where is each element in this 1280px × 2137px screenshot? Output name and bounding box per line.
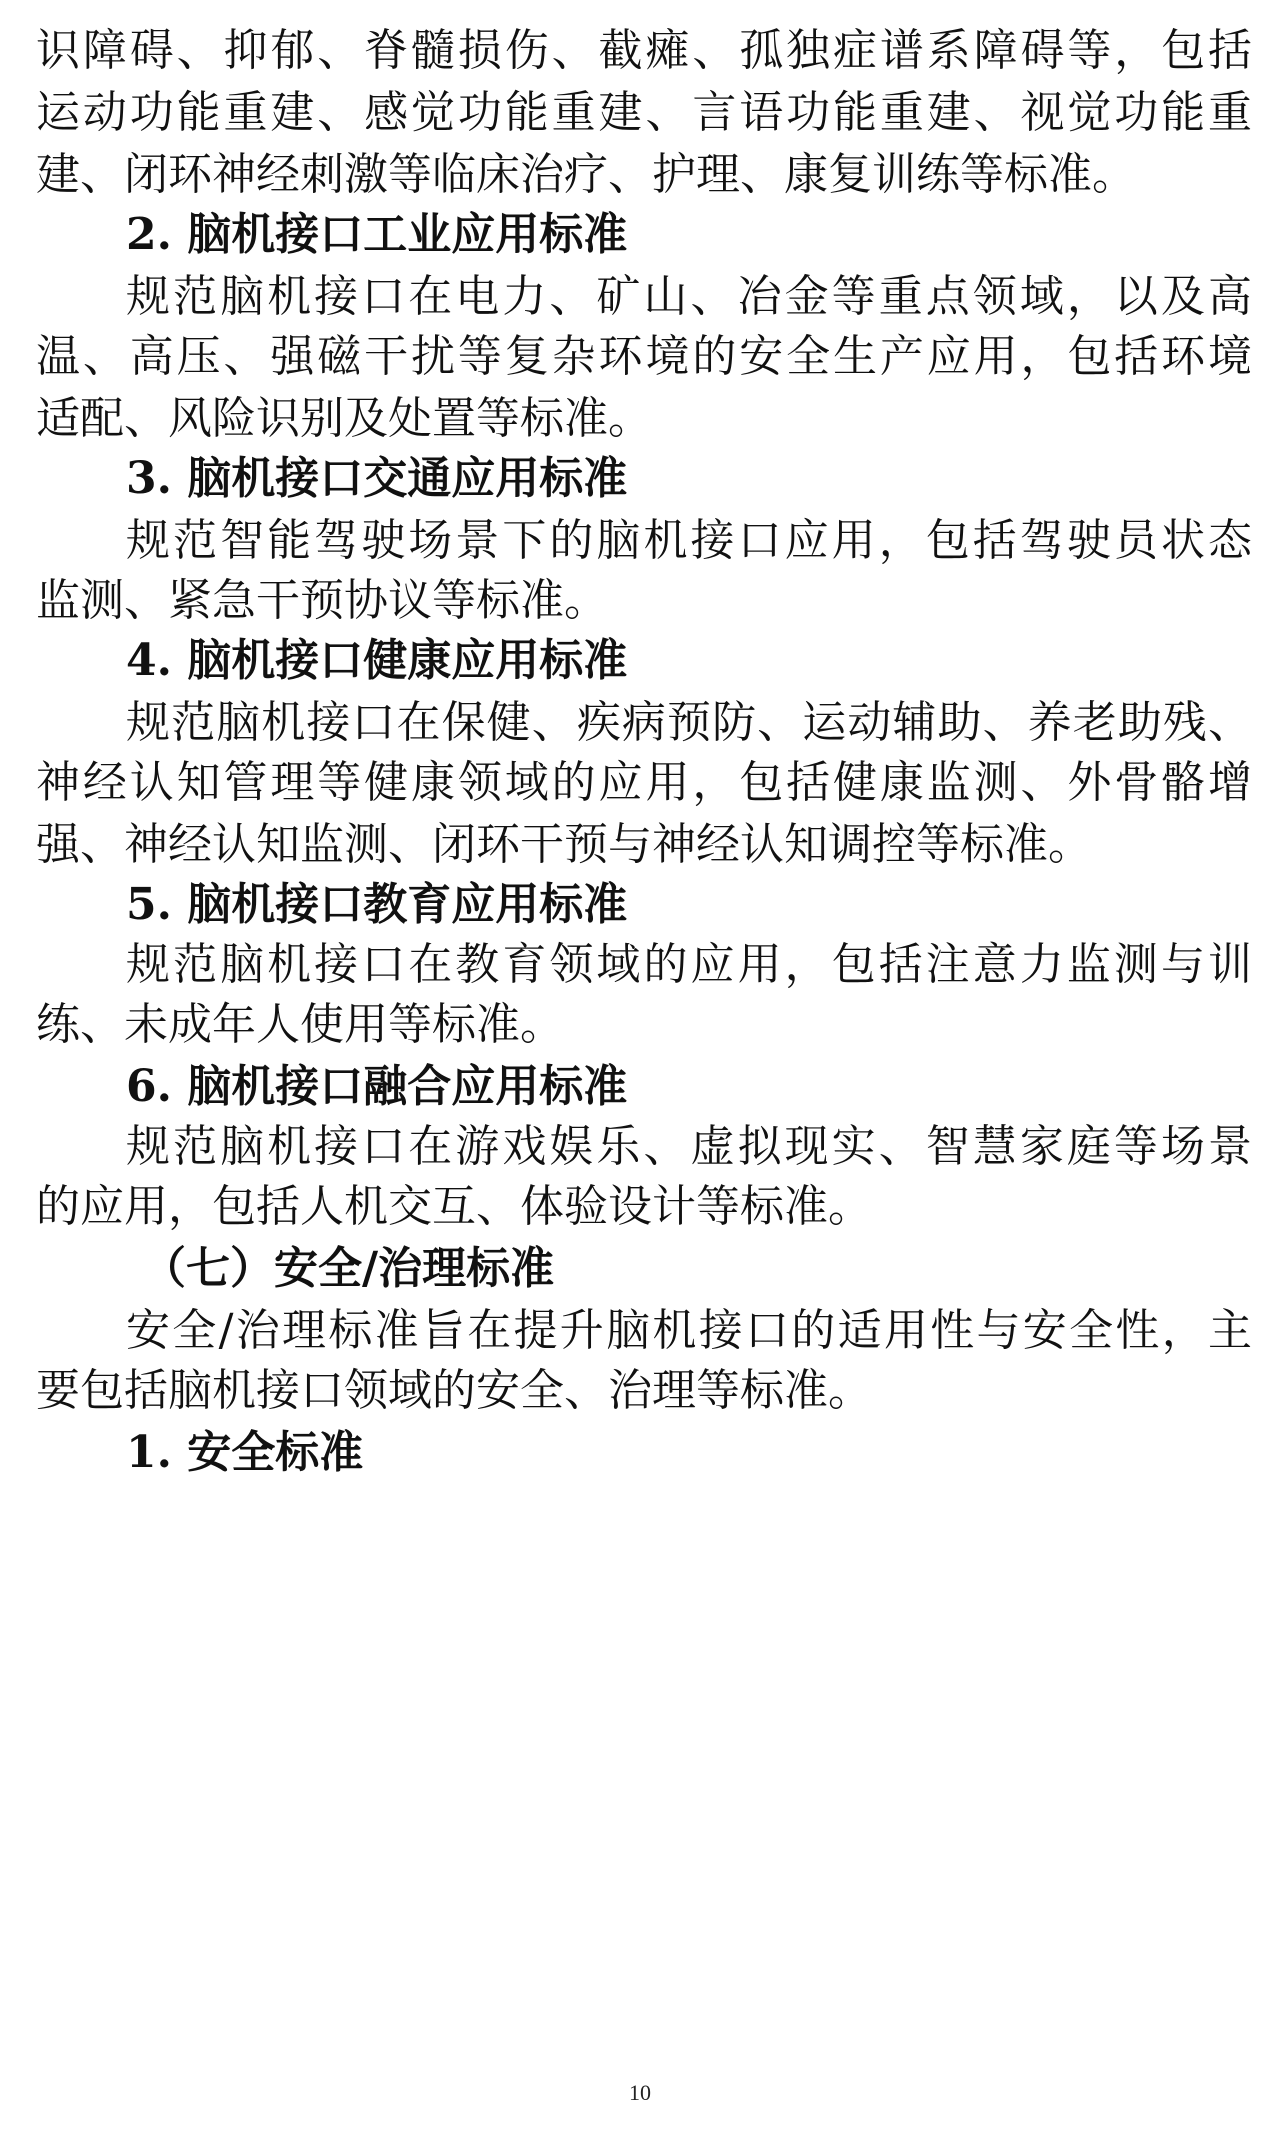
paragraph-line: 规范智能驾驶场景下的脑机接口应用，包括驾驶员状态 <box>126 515 1252 566</box>
paragraph-line: 规范脑机接口在保健、疾病预防、运动辅助、养老助残、 <box>126 697 1252 748</box>
subsection-heading-safety: 1. 安全标准 <box>126 1427 364 1478</box>
paragraph-line: 规范脑机接口在教育领域的应用，包括注意力监测与训 <box>126 939 1252 990</box>
paragraph-line: 强、神经认知监测、闭环干预与神经认知调控等标准。 <box>36 819 1092 870</box>
paragraph-line: 温、高压、强磁干扰等复杂环境的安全生产应用，包括环境 <box>36 331 1252 382</box>
paragraph-line: 的应用，包括人机交互、体验设计等标准。 <box>36 1181 872 1232</box>
page-number: 10 <box>629 2080 651 2105</box>
subsection-heading-industrial: 2. 脑机接口工业应用标准 <box>126 209 628 260</box>
paragraph-line: 安全/治理标准旨在提升脑机接口的适用性与安全性，主 <box>126 1305 1252 1356</box>
subsection-heading-education: 5. 脑机接口教育应用标准 <box>126 879 628 930</box>
paragraph-line: 规范脑机接口在电力、矿山、冶金等重点领域，以及高 <box>126 271 1252 322</box>
paragraph-line: 识障碍、抑郁、脊髓损伤、截瘫、孤独症谱系障碍等，包括 <box>36 25 1252 76</box>
paragraph-line: 规范脑机接口在游戏娱乐、虚拟现实、智慧家庭等场景 <box>126 1121 1252 1172</box>
paragraph-line: 要包括脑机接口领域的安全、治理等标准。 <box>36 1365 872 1416</box>
paragraph-line: 建、闭环神经刺激等临床治疗、护理、康复训练等标准。 <box>36 149 1136 200</box>
paragraph-line: 运动功能重建、感觉功能重建、言语功能重建、视觉功能重 <box>36 87 1252 138</box>
paragraph-line: 适配、风险识别及处置等标准。 <box>36 393 652 444</box>
subsection-heading-transport: 3. 脑机接口交通应用标准 <box>126 453 628 504</box>
paragraph-line: 练、未成年人使用等标准。 <box>36 999 564 1050</box>
paragraph-line: 神经认知管理等健康领域的应用，包括健康监测、外骨骼增 <box>36 757 1252 808</box>
paragraph-line: 监测、紧急干预协议等标准。 <box>36 575 608 626</box>
section-heading-safety-governance: （七）安全/治理标准 <box>142 1243 555 1294</box>
subsection-heading-fusion: 6. 脑机接口融合应用标准 <box>126 1061 628 1112</box>
subsection-heading-health: 4. 脑机接口健康应用标准 <box>126 635 628 686</box>
